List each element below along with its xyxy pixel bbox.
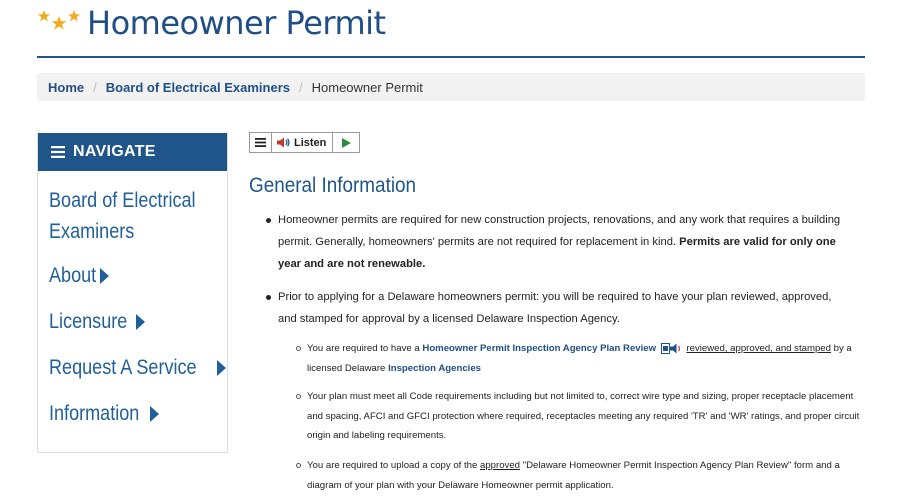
- play-button[interactable]: [333, 133, 359, 152]
- readspeaker-toolbar: [249, 132, 360, 153]
- inspection-agencies-link[interactable]: Inspection Agencies: [388, 362, 482, 374]
- circle-bullet-icon: [296, 346, 301, 351]
- sidebar-navigation: [37, 133, 228, 453]
- toolbar-menu-button[interactable]: [250, 133, 272, 152]
- play-icon: [342, 138, 351, 148]
- sidebar-item-licensure[interactable]: [49, 306, 227, 337]
- breadcrumb-current: Homeowner Permit: [311, 79, 423, 95]
- circle-bullet-icon: [296, 394, 301, 399]
- reviewed-approved-stamped-link[interactable]: reviewed, approved, and stamped: [686, 343, 831, 354]
- list-item: [278, 209, 853, 275]
- navigate-header[interactable]: [38, 133, 227, 171]
- bullet-bold-text: Permits are valid for only one year and are not renewable.: [278, 236, 836, 270]
- approved-link[interactable]: approved: [480, 460, 521, 471]
- sidebar-item-about[interactable]: [49, 260, 227, 291]
- bullet-text: Homeowner permits are required for new construction projects, renovations, and any work that requires a building permit. Generally, homeowners' permits are not required for replacement in kind.: [278, 214, 841, 248]
- sidebar-item-information[interactable]: [49, 398, 227, 429]
- sidebar-item-label: Information: [49, 402, 140, 425]
- list-item: [278, 286, 853, 330]
- caret-right-icon: [100, 268, 109, 284]
- pdf-icon[interactable]: [661, 343, 670, 354]
- breadcrumb-board-link[interactable]: Board of Electrical Examiners: [105, 79, 290, 95]
- breadcrumb-home-link[interactable]: Home: [48, 79, 85, 95]
- breadcrumb-separator: /: [299, 79, 303, 95]
- sub-list-item: [307, 339, 867, 378]
- sub-text: You are required to have a: [307, 343, 423, 354]
- sub-list-item: [307, 456, 867, 495]
- plan-review-link[interactable]: Homeowner Permit Inspection Agency Plan Review: [422, 343, 657, 354]
- breadcrumb: [37, 73, 865, 101]
- sidebar-item-label: Request A Service: [49, 356, 197, 379]
- sidebar-item-request-service[interactable]: [49, 352, 227, 383]
- page-title: Homeowner Permit: [87, 4, 386, 42]
- sidebar-item-label: About: [49, 264, 97, 287]
- bullet-icon: [266, 295, 271, 300]
- speaker-icon: [277, 137, 290, 148]
- sub-text: You are required to upload a copy of the: [307, 460, 480, 471]
- sub-text: Your plan must meet all Code requirements including but not limited to, correct wire type and sizing, proper receptacle placement and spacing, AFCI and GFCI protection where required, receptacles meeting any required 'TR' and 'WR' ratings, and proper circuit origin and labeling requirements.: [307, 391, 860, 441]
- caret-right-icon: [150, 406, 159, 422]
- speaker-icon[interactable]: [670, 343, 682, 354]
- document-icons: [661, 343, 682, 354]
- menu-icon: [255, 138, 266, 147]
- sidebar-item-label: Licensure: [49, 310, 128, 333]
- bullet-icon: [266, 218, 271, 223]
- site-header: [37, 0, 865, 58]
- circle-bullet-icon: [296, 463, 301, 468]
- caret-right-icon: [136, 314, 145, 330]
- listen-button[interactable]: [272, 133, 333, 152]
- caret-right-icon: [217, 360, 226, 376]
- hamburger-icon: [51, 146, 65, 158]
- stars-logo-icon: [37, 8, 83, 34]
- sub-text: by a licensed Delaware: [307, 343, 852, 374]
- navigate-label: NAVIGATE: [73, 143, 156, 160]
- breadcrumb-separator: /: [93, 79, 97, 95]
- sub-list-item: [307, 387, 862, 446]
- sidebar-item-board[interactable]: [49, 185, 227, 247]
- listen-label: Listen: [294, 136, 327, 149]
- nav-list: [38, 171, 227, 429]
- bullet-text: Prior to applying for a Delaware homeowners permit: you will be required to have your plan reviewed, approved, and stamped for approval by a licensed Delaware Inspection Agency.: [278, 291, 832, 325]
- sub-text: "Delaware Homeowner Permit Inspection Agency Plan Review" form and a diagram of your plan with your Delaware Homeowner permit application.: [307, 460, 840, 491]
- section-title: General Information: [249, 174, 417, 197]
- sidebar-item-label: Examiners: [49, 220, 135, 243]
- sidebar-item-label: Board of Electrical: [49, 189, 196, 212]
